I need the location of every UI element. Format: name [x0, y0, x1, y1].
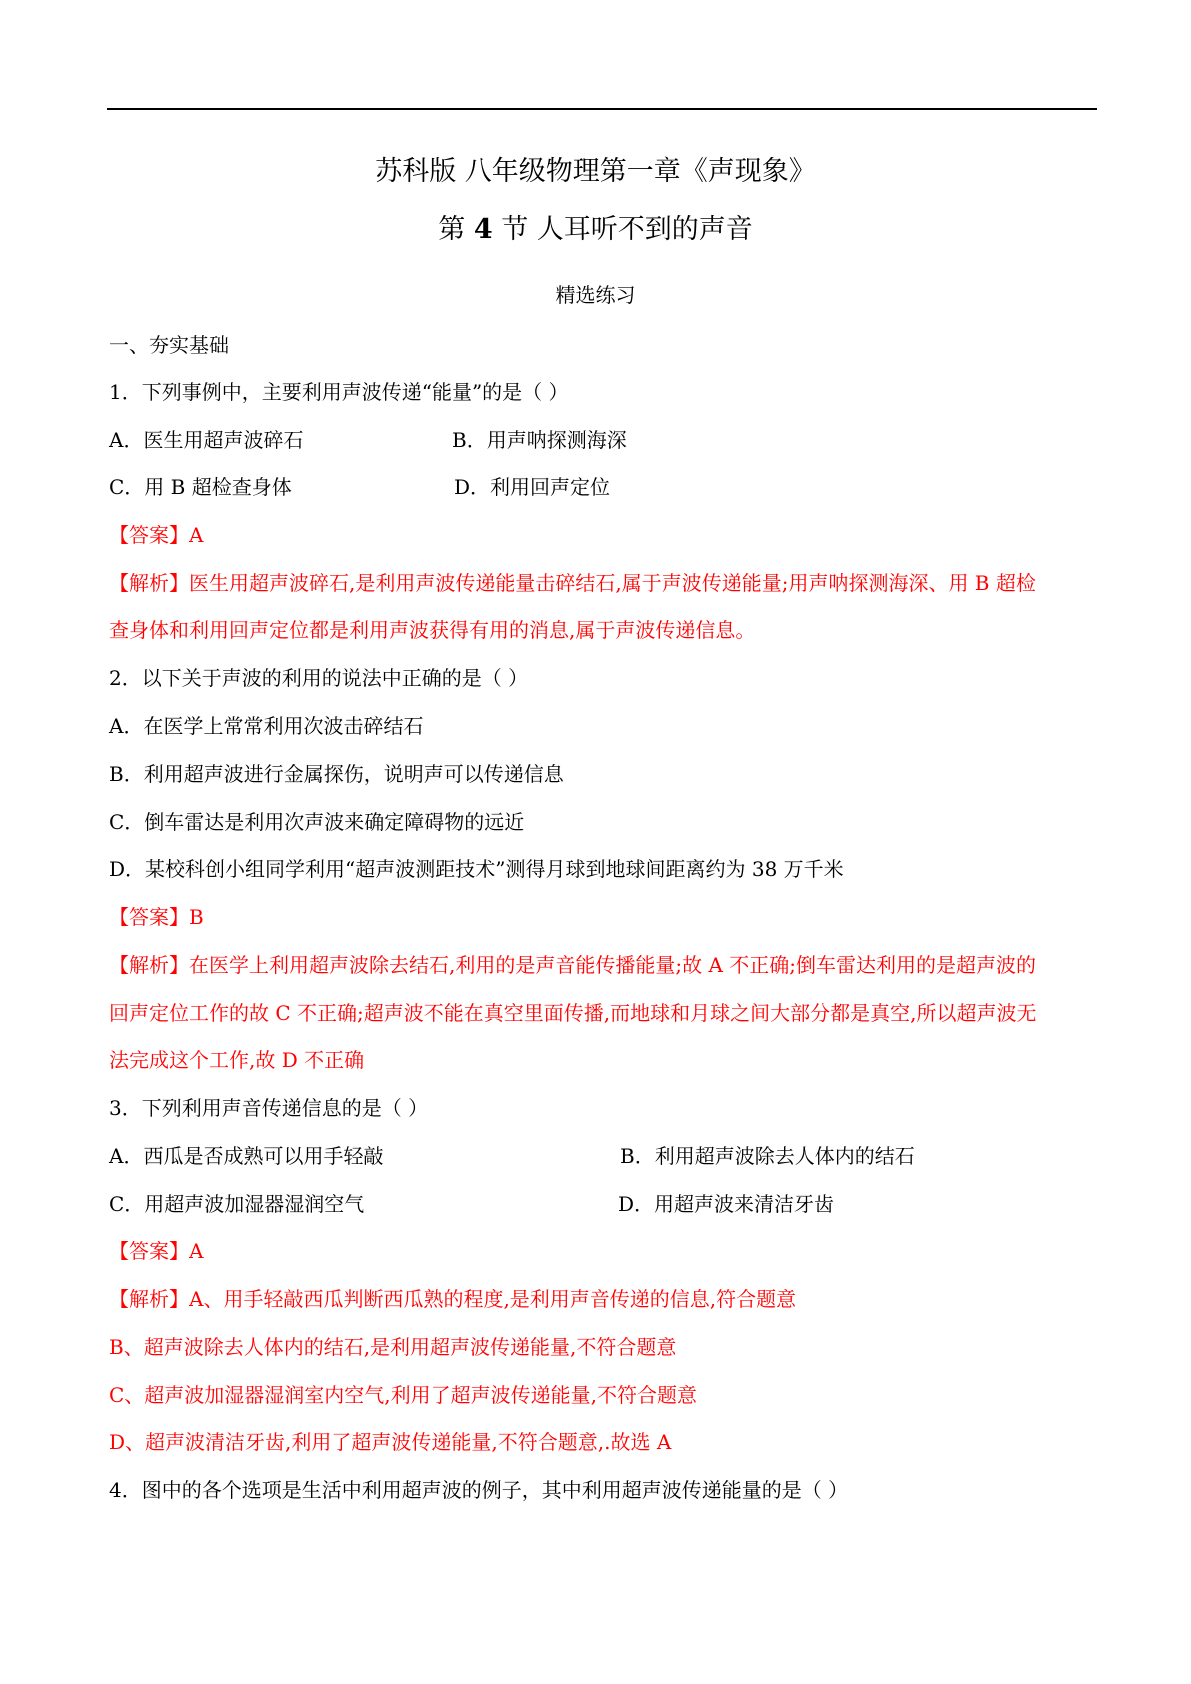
q2-option-b: B．利用超声波进行金属探伤，说明声可以传递信息: [109, 762, 564, 786]
q1-stem: 1．下列事例中，主要利用声波传递“能量”的是（ ）: [109, 380, 569, 404]
q1-option-d: D．利用回声定位: [454, 475, 611, 499]
section-title: 第 4 节 人耳听不到的声音: [438, 214, 753, 245]
q2-option-c: C．倒车雷达是利用次声波来确定障碍物的远近: [109, 810, 525, 834]
q1-option-a: A．医生用超声波碎石: [109, 428, 304, 452]
q1-answer: 【答案】A: [109, 523, 204, 547]
header-rule: [107, 108, 1097, 110]
q2-stem: 2．以下关于声波的利用的说法中正确的是（ ）: [109, 666, 529, 690]
document-title: 苏科版 八年级物理第一章《声现象》: [375, 156, 816, 187]
q1-explanation-line-1: 【解析】医生用超声波碎石,是利用声波传递能量击碎结石,属于声波传递能量;用声呐探测海深、用 B 超检: [109, 571, 1036, 595]
q4-stem: 4．图中的各个选项是生活中利用超声波的例子，其中利用超声波传递能量的是（ ）: [109, 1478, 849, 1502]
q2-explanation-line-1: 【解析】在医学上利用超声波除去结石,利用的是声音能传播能量;故 A 不正确;倒车雷达利用的是超声波的: [109, 953, 1036, 977]
q1-explanation-line-2: 查身体和利用回声定位都是利用声波获得有用的消息,属于声波传递信息。: [109, 618, 756, 642]
document-subtitle: 精选练习: [555, 283, 636, 307]
q3-explanation-line-1: 【解析】A、用手轻敲西瓜判断西瓜熟的程度,是利用声音传递的信息,符合题意: [109, 1287, 797, 1311]
q3-explanation-line-2: B、超声波除去人体内的结石,是利用超声波传递能量,不符合题意: [109, 1335, 677, 1359]
part-heading: 一、夯实基础: [109, 333, 229, 357]
q3-stem: 3．下列利用声音传递信息的是（ ）: [109, 1096, 429, 1120]
q2-option-d: D．某校科创小组同学利用“超声波测距技术”测得月球到地球间距离约为 38 万千米: [109, 857, 844, 881]
q3-answer: 【答案】A: [109, 1239, 204, 1263]
q3-explanation-line-3: C、超声波加湿器湿润室内空气,利用了超声波传递能量,不符合题意: [109, 1383, 698, 1407]
q3-option-b: B．利用超声波除去人体内的结石: [620, 1144, 915, 1168]
q1-option-b: B．用声呐探测海深: [452, 428, 627, 452]
q3-option-c: C．用超声波加湿器湿润空气: [109, 1192, 365, 1216]
q2-explanation-line-3: 法完成这个工作,故 D 不正确: [109, 1048, 365, 1072]
section-number: 4: [473, 214, 493, 245]
q2-explanation-line-2: 回声定位工作的故 C 不正确;超声波不能在真空里面传播,而地球和月球之间大部分都是真空,所以超声波无: [109, 1001, 1037, 1025]
q3-option-a: A．西瓜是否成熟可以用手轻敲: [109, 1144, 384, 1168]
q3-explanation-line-4: D、超声波清洁牙齿,利用了超声波传递能量,不符合题意,.故选 A: [109, 1430, 672, 1454]
q1-option-c: C．用 B 超检查身体: [109, 475, 292, 499]
q3-option-d: D．用超声波来清洁牙齿: [618, 1192, 835, 1216]
q2-option-a: A．在医学上常常利用次波击碎结石: [109, 714, 424, 738]
q2-answer: 【答案】B: [109, 905, 204, 929]
